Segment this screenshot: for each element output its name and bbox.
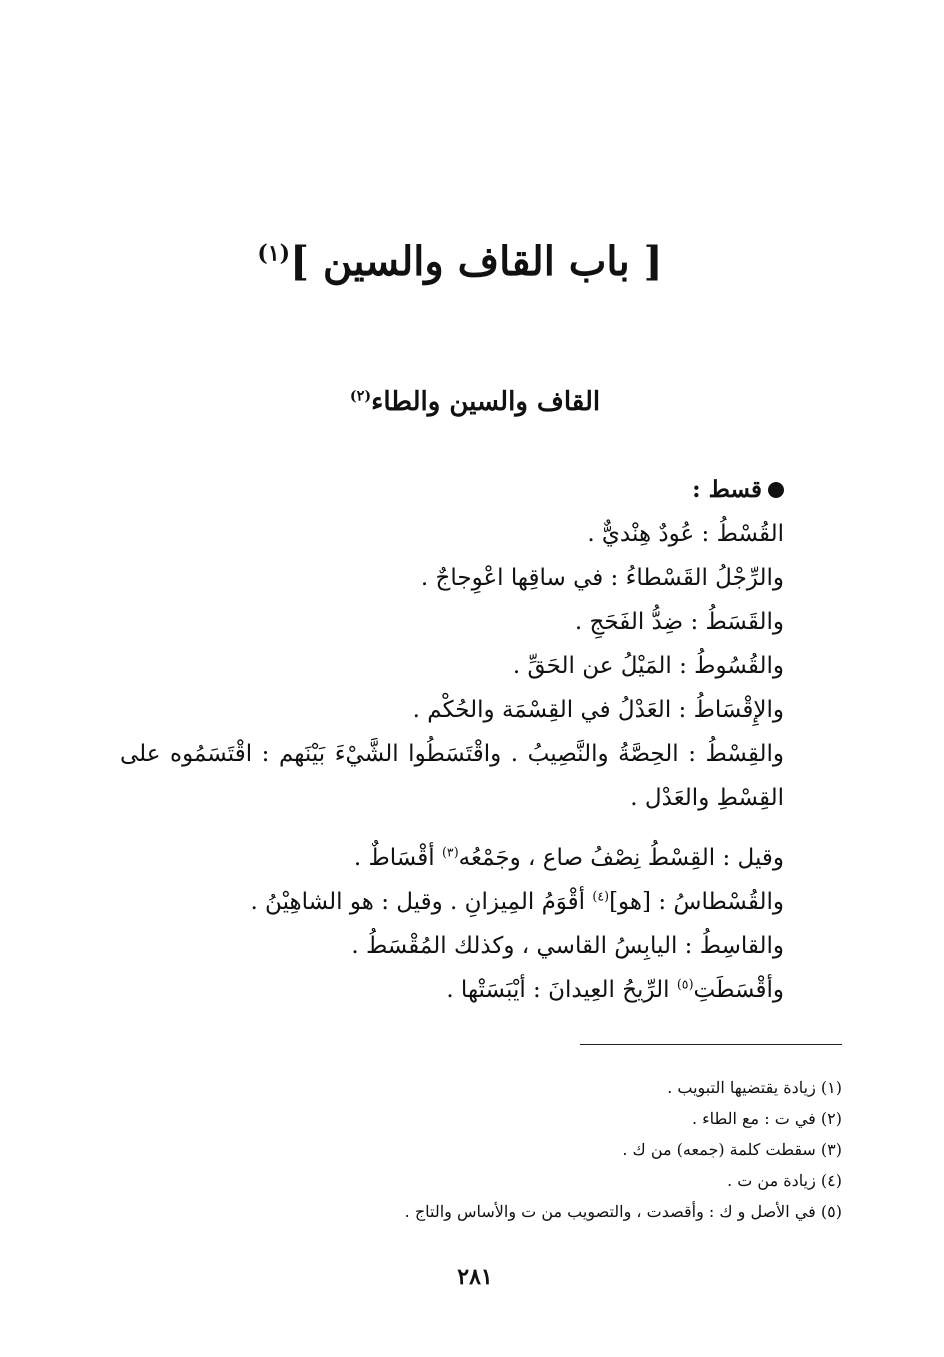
note-ref-3: (٣) — [441, 844, 459, 860]
entry-line — [120, 968, 784, 1012]
entry-line: والقَسَطُ : ضِدُّ الفَحَجِ . — [574, 609, 784, 635]
chapter-note-ref: (١) — [257, 240, 291, 267]
entry-line-text: والقُسْطاسُ : [هو] — [609, 889, 784, 915]
entry-line-text: وقيل : القِسْطُ نِصْفُ صاع ، وجَمْعُه — [458, 845, 784, 871]
entry-body — [120, 468, 784, 1012]
footnote: (٤) زيادة من ت . — [727, 1171, 842, 1190]
entry-line: القُسْطُ : عُودٌ هِنْديٌّ . — [587, 521, 784, 547]
chapter-title — [250, 232, 670, 292]
paragraph-gap — [120, 820, 784, 836]
entry-line: والرِّجْلُ القَسْطاءُ : في ساقِها اعْوِجاجٌ . — [420, 565, 784, 591]
entry-line — [120, 880, 784, 924]
footnote: (٣) سقطت كلمة (جمعه) من ك . — [622, 1140, 842, 1159]
entry-line: والقِسْطُ : الحِصَّةُ والنَّصِيبُ . واقْتَسَطُوا الشَّيْءَ بَيْنَهم : اقْتَسَمُوه على القِسْطِ والعَدْل . — [120, 741, 784, 811]
footnote: (٢) في ت : مع الطاء . — [691, 1109, 842, 1128]
entry-line: والقاسِطُ : اليابِسُ القاسي ، وكذلك المُقْسَطُ . — [351, 933, 784, 959]
note-ref-4: (٤) — [592, 888, 610, 904]
entry-line-text: وأقْسَطَتِ — [693, 977, 784, 1003]
footnote-divider — [580, 1044, 842, 1045]
entry-line-text: أقْوَمُ المِيزانِ . وقيل : هو الشاهِيْنُ . — [250, 889, 593, 915]
page-number: ٢٨١ — [457, 1264, 493, 1290]
entry-line-text: أقْسَاطٌ . — [353, 845, 442, 871]
bullet-icon — [768, 482, 784, 498]
entry-line: والإِقْسَاطُ : العَدْلُ في القِسْمَة والحُكْم . — [412, 697, 784, 723]
entry-line — [120, 836, 784, 880]
footnote: (١) زيادة يقتضيها التبويب . — [667, 1078, 842, 1097]
section-title-text: القاف والسين والطاء — [371, 387, 601, 417]
note-ref-5: (٥) — [676, 976, 694, 992]
entry-line-text: الرِّيحُ العِيدانَ : أيْبَسَتْها . — [446, 977, 677, 1003]
entry-line: والقُسُوطُ : المَيْلُ عن الحَقِّ . — [512, 653, 784, 679]
entry-head-text: قسط : — [692, 476, 762, 503]
chapter-title-text: [ باب القاف والسين ] — [290, 238, 663, 285]
footnote: (٥) في الأصل و ك : وأقصدت ، والتصويب من ت والأساس والتاج . — [404, 1202, 842, 1221]
footnotes — [300, 1072, 842, 1227]
section-title — [330, 382, 620, 422]
entry-head — [120, 468, 784, 512]
section-note-ref: (٢) — [349, 388, 372, 405]
